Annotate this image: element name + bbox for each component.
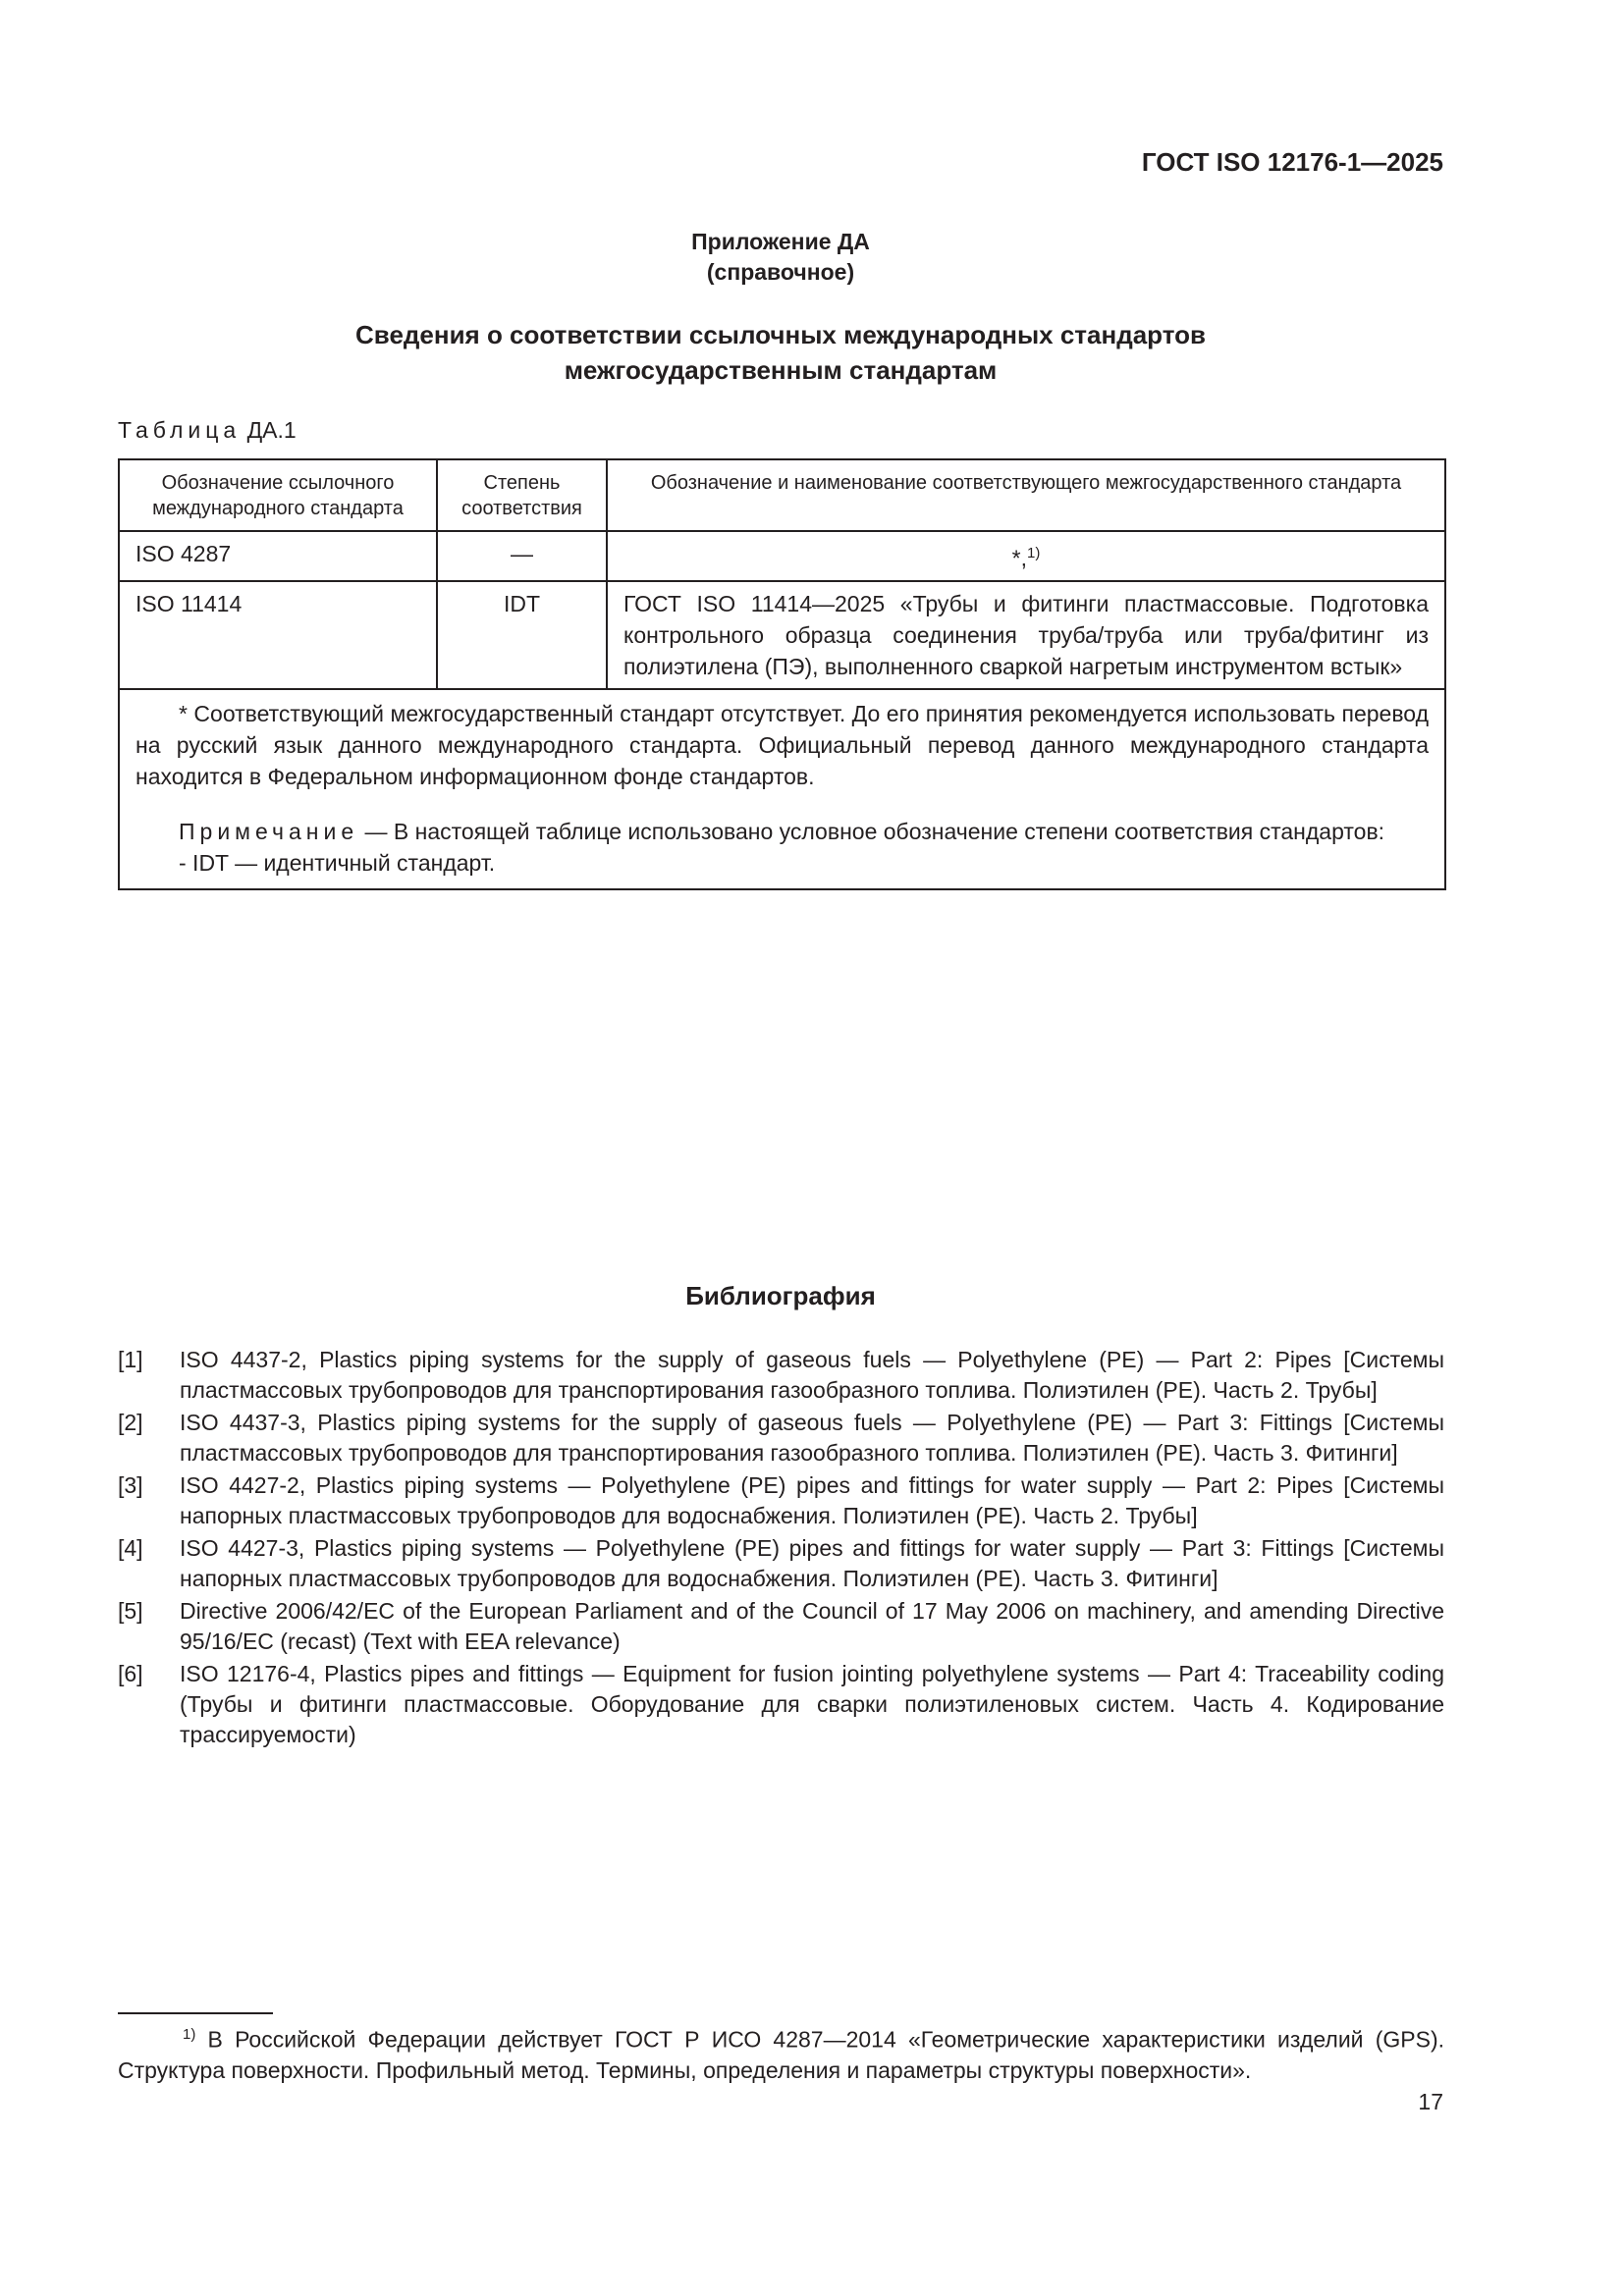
- cell-degree: —: [437, 531, 607, 581]
- footnote-reference: 1): [1027, 545, 1041, 561]
- table-caption-word: Таблица: [118, 417, 242, 443]
- list-item: [118, 1596, 1444, 1657]
- list-item: [118, 1659, 1444, 1750]
- bib-text: ISO 4437-3, Plastics piping systems for the supply of gaseous fuels — Polyethylene (PE) — Part 3: Fittings [Системы пластмассовых трубопроводов для транспортирования газообразного топлива. Полиэтилен (PE). Часть 3. Фитинги]: [180, 1410, 1444, 1466]
- bib-number: [5]: [118, 1598, 143, 1624]
- footnote-text: В Российской Федерации действует ГОСТ Р ИСО 4287—2014 «Геометрические характеристики изделий (GPS). Структура поверхности. Профильный метод. Термины, определения и параметры структуры поверхности».: [118, 2026, 1444, 2083]
- footnote-divider: [118, 2012, 273, 2014]
- header-reference-standard: Обозначение ссылочного международного стандарта: [119, 459, 437, 531]
- bib-number: [6]: [118, 1661, 143, 1686]
- cell-name: ГОСТ ISO 11414—2025 «Трубы и фитинги пластмассовые. Подготовка контрольного образца соединения труба/труба или труба/фитинг из полиэтилена (ПЭ), выполненного сваркой нагретым инструментом встык»: [607, 581, 1445, 689]
- appendix-title: Приложение ДА: [691, 229, 870, 254]
- bib-text: Directive 2006/42/EC of the European Parliament and of the Council of 17 May 2006 on machinery, and amending Directive 95/16/EC (recast) (Text with EEA relevance): [180, 1598, 1444, 1654]
- bibliography-list: [118, 1345, 1444, 1752]
- page-number: 17: [1418, 2089, 1443, 2114]
- table-footer: [119, 689, 1445, 889]
- footnote-marker: 1): [183, 2026, 196, 2043]
- cell-name: [607, 531, 1445, 581]
- note-text: — В настоящей таблице использовано условное обозначение степени соответствия стандартов:: [364, 818, 1385, 844]
- header-degree: Степень соответствия: [437, 459, 607, 531]
- cell-degree: IDT: [437, 581, 607, 689]
- cell-reference: ISO 11414: [119, 581, 437, 689]
- bib-text: ISO 4437-2, Plastics piping systems for the supply of gaseous fuels — Polyethylene (PE) — Part 2: Pipes [Системы пластмассовых трубопроводов для транспортирования газообразного топлива. Полиэтилен (PE). Часть 2. Трубы]: [180, 1347, 1444, 1403]
- table-row: [119, 581, 1445, 689]
- appendix-heading: [0, 227, 1561, 288]
- table-footer-row: [119, 689, 1445, 889]
- document-code: ГОСТ ISO 12176-1—2025: [1141, 147, 1443, 177]
- bib-number: [4]: [118, 1535, 143, 1561]
- table-footnote: * Соответствующий межгосударственный стандарт отсутствует. До его принятия рекомендуется использовать перевод на русский язык данного международного стандарта. Официальный перевод данного международного стандарта находится в Федеральном информационном фонде стандартов.: [135, 700, 1429, 789]
- note-item: - IDT — идентичный стандарт.: [179, 849, 496, 876]
- correspondence-table: [118, 458, 1446, 890]
- bib-number: [3]: [118, 1472, 143, 1498]
- list-item: [118, 1345, 1444, 1406]
- bib-text: ISO 4427-2, Plastics piping systems — Polyethylene (PE) pipes and fittings for water supply — Part 2: Pipes [Системы напорных пластмассовых трубопроводов для водоснабжения. Полиэтилен (PE). Часть 2. Трубы]: [180, 1472, 1444, 1528]
- section-heading: [0, 317, 1561, 388]
- list-item: [118, 1408, 1444, 1468]
- cell-name-text: *,: [1011, 545, 1027, 571]
- header-interstate-standard: Обозначение и наименование соответствующего межгосударственного стандарта: [607, 459, 1445, 531]
- bib-text: ISO 12176-4, Plastics pipes and fittings — Equipment for fusion jointing polyethylene systems — Part 4: Traceability coding (Трубы и фитинги пластмассовые. Оборудование для сварки полиэтиленовых систем. Часть 4. Кодирование трассируемости): [180, 1661, 1444, 1747]
- page-footnote: [118, 2019, 1444, 2086]
- table-note: [135, 816, 1429, 847]
- table-header-row: [119, 459, 1445, 531]
- section-title-line-2: межгосударственным стандартам: [564, 355, 998, 385]
- bib-number: [2]: [118, 1410, 143, 1435]
- bib-number: [1]: [118, 1347, 143, 1372]
- cell-reference: ISO 4287: [119, 531, 437, 581]
- section-title-line-1: Сведения о соответствии ссылочных международных стандартов: [355, 320, 1206, 349]
- table-row: [119, 531, 1445, 581]
- table-caption: [118, 417, 297, 444]
- bib-text: ISO 4427-3, Plastics piping systems — Polyethylene (PE) pipes and fittings for water supply — Part 3: Fittings [Системы напорных пластмассовых трубопроводов для водоснабжения. Полиэтилен (PE). Часть 3. Фитинги]: [180, 1535, 1444, 1591]
- list-item: [118, 1470, 1444, 1531]
- note-label: Примечание: [179, 818, 359, 844]
- table-caption-id: ДА.1: [246, 417, 297, 443]
- list-item: [118, 1533, 1444, 1594]
- bibliography-title: Библиография: [685, 1281, 876, 1310]
- appendix-subtitle: (справочное): [706, 259, 855, 285]
